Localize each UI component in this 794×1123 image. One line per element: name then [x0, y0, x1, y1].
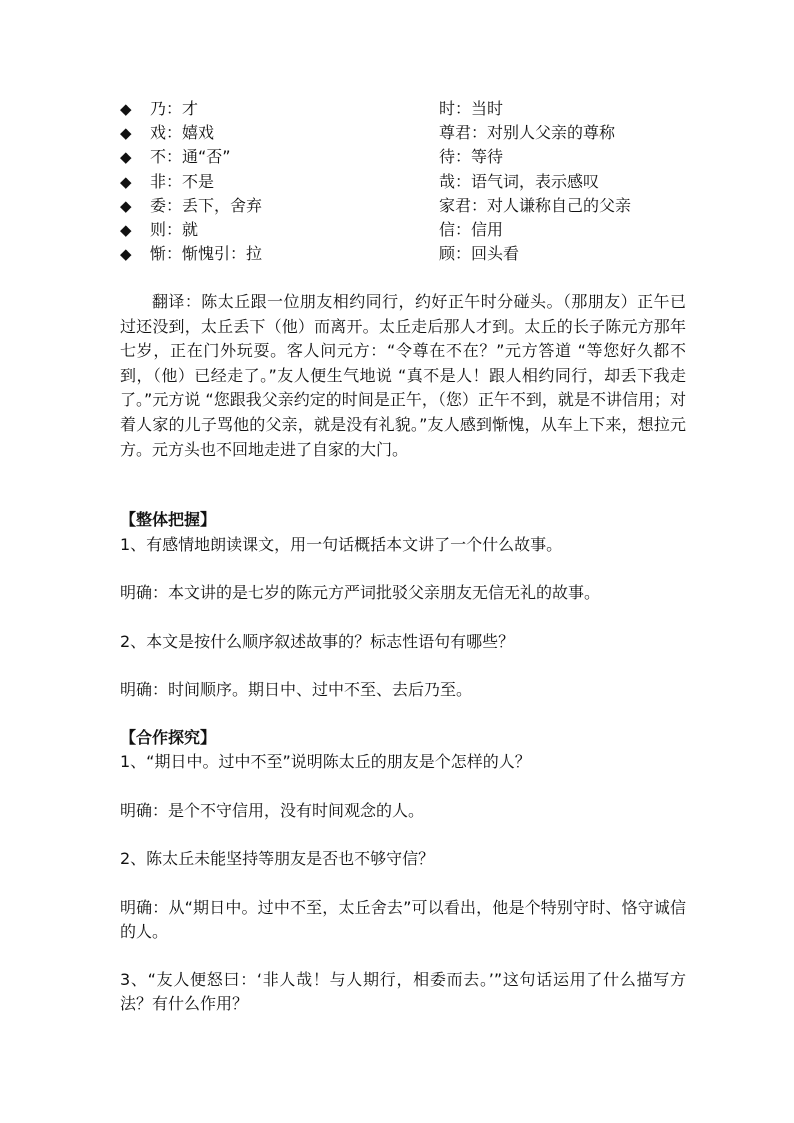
- vocab-left-item: [120, 242, 262, 266]
- diamond-bullet-icon: ◆: [120, 124, 132, 143]
- vocab-left-text: 戏：嬉戏: [150, 123, 215, 143]
- vocab-right-text: 待：等待: [439, 147, 504, 167]
- vocab-row: [120, 170, 680, 194]
- question-text: 1、“期日中。过中不至”说明陈太丘的朋友是个怎样的人？: [120, 752, 531, 771]
- translation-paragraph: 翻译：陈太丘跟一位朋友相约同行，约好正午时分碰头。（那朋友）正午已过还没到，太丘丢下（他）而离开。太丘走后那人才到。太丘的长子陈元方那年七岁，正在门外玩耍。客人问元方：“令尊在不在？”元方答道 “等您好久都不到，（他）已经走了。”友人便生气地说 “真不是人！跟人相约同行，却丢下我走了。”元方说 “您跟我父亲约定的时间是正午，（您）正午不到，就是不讲信用；对着人家的儿子骂他的父亲，就是没有礼貌。”友人感到惭愧，从车上下来，想拉元方。元方头也不回地走进了自家的大门。: [120, 292, 686, 459]
- vocab-row: [120, 145, 680, 169]
- vocab-left-text: 则：就: [150, 219, 199, 239]
- vocab-right-text: 信：信用: [439, 219, 504, 239]
- vocab-left-item: [120, 170, 214, 194]
- diamond-bullet-icon: ◆: [120, 172, 132, 191]
- diamond-bullet-icon: ◆: [120, 220, 132, 239]
- vocab-right-text: 顾：回头看: [439, 244, 520, 264]
- vocab-left-item: [120, 121, 214, 145]
- diamond-bullet-icon: ◆: [120, 148, 132, 167]
- vocab-row: [120, 218, 680, 242]
- section-heading-inquiry: 【合作探究】: [120, 728, 217, 747]
- vocab-row: [120, 242, 680, 266]
- answer-text: 明确：本文讲的是七岁的陈元方严词批驳父亲朋友无信无礼的故事。: [120, 583, 601, 602]
- vocab-right-text: 时：当时: [439, 99, 504, 118]
- vocab-left-text: 惭：惭愧引：拉: [150, 244, 263, 264]
- vocab-right-text: 哉：语气词，表示感叹: [439, 171, 600, 191]
- answer-text: 明确：从“期日中。过中不至，太丘舍去”可以看出，他是个特别守时、恪守诚信的人。: [120, 898, 686, 941]
- question-text: 3、“友人便怒曰：‘非人哉！与人期行，相委而去。’”这句话运用了什么描写方法？有什么作用？: [120, 970, 686, 1013]
- vocab-left-text: 乃：才: [150, 99, 199, 118]
- section-heading-overview: 【整体把握】: [120, 510, 217, 529]
- vocab-row: [120, 194, 680, 218]
- answer-text: 明确：时间顺序。期日中、过中不至、去后乃至。: [120, 680, 473, 699]
- question-text: 2、陈太丘未能坚持等朋友是否也不够守信？: [120, 849, 435, 868]
- vocab-left-text: 不：通“否”: [150, 147, 231, 167]
- vocab-left-item: [120, 145, 231, 169]
- vocab-row: [120, 121, 680, 145]
- answer-text: 明确：是个不守信用，没有时间观念的人。: [120, 801, 425, 820]
- diamond-bullet-icon: ◆: [120, 196, 132, 215]
- vocabulary-list: [120, 97, 680, 266]
- diamond-bullet-icon: ◆: [120, 245, 132, 264]
- vocab-left-item: [120, 97, 198, 121]
- vocab-row: [120, 97, 680, 121]
- vocab-right-text: 尊君：对别人父亲的尊称: [439, 123, 616, 143]
- question-text: 1、有感情地朗读课文，用一句话概括本文讲了一个什么故事。: [120, 535, 563, 554]
- question-text: 2、本文是按什么顺序叙述故事的？标志性语句有哪些？: [120, 632, 515, 651]
- vocab-left-text: 委：丢下，舍弃: [150, 195, 263, 215]
- vocab-right-text: 家君：对人谦称自己的父亲: [439, 195, 632, 215]
- diamond-bullet-icon: ◆: [120, 100, 132, 118]
- vocab-left-text: 非：不是: [150, 171, 215, 191]
- vocab-left-item: [120, 194, 262, 218]
- vocab-left-item: [120, 218, 198, 242]
